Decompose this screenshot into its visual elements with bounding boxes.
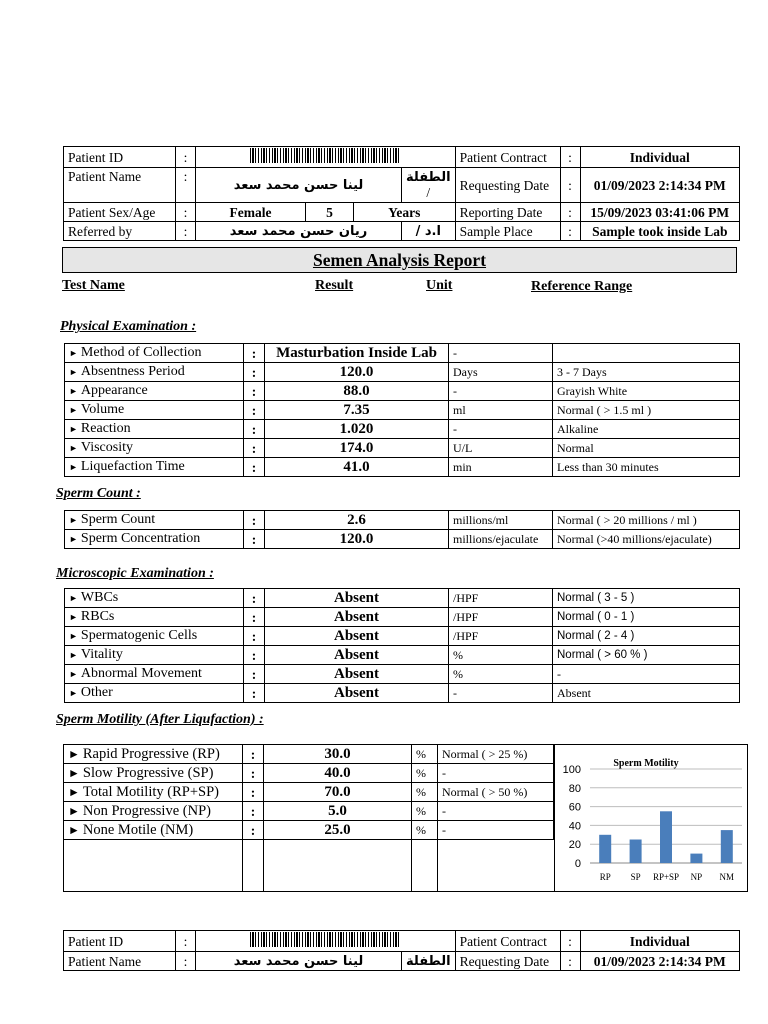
motility-chart (554, 746, 747, 886)
y-tick-label: 100 (562, 764, 581, 776)
test-name-text: Rapid Progressive (RP) (82, 745, 220, 762)
colon: : (560, 222, 580, 241)
colon: : (244, 511, 265, 530)
result-value: 7.35 (265, 401, 449, 420)
requesting-label: Requesting Date (455, 952, 560, 971)
unit-value: min (449, 458, 553, 477)
patient-id-label: Patient ID (64, 147, 176, 168)
test-name (65, 665, 244, 684)
divider (437, 745, 438, 891)
age-unit: Years (354, 203, 456, 222)
motility-rows (64, 745, 554, 840)
test-name-text: Spermatogenic Cells (80, 628, 198, 643)
reference-value (553, 344, 740, 363)
colon: : (244, 589, 265, 608)
unit-value: - (449, 684, 553, 703)
test-name (64, 821, 243, 840)
colon: : (244, 627, 265, 646)
test-name-text: Other (80, 685, 113, 700)
colon: : (176, 952, 196, 971)
microscopic-rows (65, 589, 740, 703)
table-row (65, 363, 740, 382)
microscopic-table (64, 588, 740, 703)
bar-np (690, 854, 702, 863)
reference-value: Normal ( 3 - 5 ) (553, 589, 740, 608)
arrow-icon: ► (68, 765, 80, 780)
colon: : (244, 646, 265, 665)
result-value: Absent (265, 665, 449, 684)
table-row (65, 646, 740, 665)
bar-rp-sp (660, 811, 672, 863)
table-row (64, 821, 554, 840)
test-name-text: Sperm Concentration (80, 531, 201, 546)
sperm-count-title: Sperm Count : (56, 486, 141, 501)
age-value: 5 (306, 203, 354, 222)
barcode-icon (250, 932, 400, 947)
test-name (65, 363, 244, 382)
test-name (64, 783, 243, 802)
reference-value: 3 - 7 Days (553, 363, 740, 382)
test-name (64, 764, 243, 783)
divider (411, 745, 412, 891)
colon: : (244, 420, 265, 439)
unit-value: % (412, 802, 438, 821)
reporting-label: Reporting Date (455, 203, 560, 222)
reference-value: Normal ( > 50 %) (438, 783, 554, 802)
colon: : (244, 458, 265, 477)
test-name-text: Method of Collection (80, 345, 202, 360)
patient-name-value: لينا حسن محمد سعد (196, 952, 402, 971)
patient-id-label: Patient ID (64, 931, 176, 952)
test-name (65, 646, 244, 665)
patient-header (63, 146, 740, 241)
x-tick-label: NM (719, 872, 735, 882)
result-value: 25.0 (264, 821, 412, 840)
report-title: Semen Analysis Report (62, 247, 737, 273)
arrow-icon: ► (68, 746, 80, 761)
sample-place: Sample took inside Lab (580, 222, 739, 241)
result-value: 5.0 (264, 802, 412, 821)
physical-title: Physical Examination : (60, 319, 197, 334)
arrow-icon: ► (69, 405, 78, 415)
unit-value: - (449, 420, 553, 439)
result-value: 41.0 (265, 458, 449, 477)
reporting-date: 15/09/2023 03:41:06 PM (580, 203, 739, 222)
colon: : (243, 802, 264, 821)
result-value: Absent (265, 646, 449, 665)
unit-value: % (449, 665, 553, 684)
unit-value: millions/ml (449, 511, 553, 530)
test-name (65, 344, 244, 363)
arrow-icon: ► (69, 348, 78, 358)
table-row (64, 745, 554, 764)
arrow-icon: ► (68, 803, 80, 818)
microscopic-title: Microscopic Examination : (56, 566, 214, 581)
colon: : (244, 344, 265, 363)
arrow-icon: ► (69, 669, 78, 679)
unit-value: /HPF (449, 589, 553, 608)
colon: : (560, 931, 580, 952)
arrow-icon: ► (69, 462, 78, 472)
unit-value: U/L (449, 439, 553, 458)
reference-value: Normal ( > 20 millions / ml ) (553, 511, 740, 530)
arrow-icon: ► (69, 688, 78, 698)
colon: : (176, 147, 196, 168)
col-unit: Unit (426, 278, 453, 293)
result-value: 70.0 (264, 783, 412, 802)
colon: : (244, 363, 265, 382)
test-name (65, 420, 244, 439)
reference-value: Less than 30 minutes (553, 458, 740, 477)
doctor-prefix: ا.د / (402, 222, 456, 241)
table-row (64, 802, 554, 821)
table-row (65, 382, 740, 401)
arrow-icon: ► (69, 593, 78, 603)
test-name-text: Volume (80, 402, 125, 417)
result-value: Absent (265, 589, 449, 608)
result-value: 30.0 (264, 745, 412, 764)
reference-value: Normal ( 0 - 1 ) (553, 608, 740, 627)
result-value: 40.0 (264, 764, 412, 783)
table-row (65, 439, 740, 458)
arrow-icon: ► (69, 631, 78, 641)
patient-name-label: Patient Name (64, 952, 176, 971)
sex-age-label: Patient Sex/Age (64, 203, 176, 222)
unit-value: /HPF (449, 627, 553, 646)
x-tick-label: RP+SP (652, 872, 680, 882)
test-name-text: Liquefaction Time (80, 459, 185, 474)
test-name-text: WBCs (80, 590, 119, 605)
unit-value: /HPF (449, 608, 553, 627)
test-name (65, 458, 244, 477)
colon: : (244, 530, 265, 549)
unit-value: millions/ejaculate (449, 530, 553, 549)
reference-value: Normal (>40 millions/ejaculate) (553, 530, 740, 549)
test-name-text: Non Progressive (NP) (82, 802, 211, 819)
child-label: الطفلة (402, 952, 456, 971)
x-tick-label: SP (630, 872, 641, 882)
slash: / (426, 185, 431, 200)
arrow-icon: ► (69, 367, 78, 377)
divider (242, 745, 243, 891)
reference-value: - (438, 802, 554, 821)
table-row (65, 511, 740, 530)
referred-label: Referred by (64, 222, 176, 241)
arrow-icon: ► (69, 515, 78, 525)
test-name (65, 608, 244, 627)
colon: : (176, 931, 196, 952)
contract-label: Patient Contract (455, 931, 560, 952)
colon: : (243, 821, 264, 840)
result-value: Masturbation Inside Lab (265, 344, 449, 363)
table-row (65, 344, 740, 363)
col-test-name: Test Name (62, 278, 125, 293)
table-row (65, 530, 740, 549)
requesting-label: Requesting Date (455, 168, 560, 203)
unit-value: - (449, 382, 553, 401)
test-name (65, 401, 244, 420)
reference-value: Normal ( > 1.5 ml ) (553, 401, 740, 420)
col-reference: Reference Range (531, 279, 633, 294)
arrow-icon: ► (69, 612, 78, 622)
x-tick-label: RP (599, 872, 611, 882)
test-name-text: Abnormal Movement (80, 666, 202, 681)
test-name (64, 745, 243, 764)
colon: : (244, 608, 265, 627)
result-value: Absent (265, 684, 449, 703)
table-row (65, 627, 740, 646)
unit-value: % (412, 783, 438, 802)
y-tick-label: 40 (568, 820, 581, 833)
unit-value: ml (449, 401, 553, 420)
result-value: 120.0 (265, 363, 449, 382)
test-name (65, 530, 244, 549)
reference-value: - (438, 764, 554, 783)
result-value: Absent (265, 608, 449, 627)
table-row (65, 608, 740, 627)
child-label-cell (402, 168, 456, 203)
test-name-text: Total Motility (RP+SP) (82, 783, 219, 800)
reference-value: - (553, 665, 740, 684)
physical-table (64, 343, 740, 477)
col-result: Result (315, 278, 354, 293)
colon: : (560, 952, 580, 971)
arrow-icon: ► (68, 784, 80, 799)
sperm-count-rows (65, 511, 740, 549)
contract-value: Individual (580, 931, 739, 952)
reference-value: Grayish White (553, 382, 740, 401)
patient-id-barcode (196, 147, 456, 168)
patient-name-value: لينا حسن محمد سعد (196, 168, 402, 203)
colon: : (244, 382, 265, 401)
arrow-icon: ► (69, 650, 78, 660)
arrow-icon: ► (69, 534, 78, 544)
test-name (65, 684, 244, 703)
motility-table (63, 744, 554, 840)
divider (263, 745, 264, 891)
physical-rows (65, 344, 740, 477)
reference-value: Absent (553, 684, 740, 703)
table-row (65, 684, 740, 703)
result-value: 120.0 (265, 530, 449, 549)
test-name (65, 439, 244, 458)
test-name-text: Appearance (80, 383, 148, 398)
arrow-icon: ► (69, 443, 78, 453)
sperm-count-table (64, 510, 740, 549)
table-row (65, 420, 740, 439)
colon: : (176, 222, 196, 241)
child-label: الطفلة (406, 170, 451, 185)
table-row (64, 783, 554, 802)
arrow-icon: ► (68, 822, 80, 837)
test-name (65, 511, 244, 530)
table-row (65, 401, 740, 420)
barcode-icon (250, 148, 400, 163)
test-name-text: Slow Progressive (SP) (82, 764, 214, 781)
test-name (64, 802, 243, 821)
colon: : (244, 684, 265, 703)
y-tick-label: 80 (568, 782, 581, 795)
table-row (64, 764, 554, 783)
test-name (65, 627, 244, 646)
colon: : (560, 147, 580, 168)
result-value: 174.0 (265, 439, 449, 458)
reference-value: Normal ( > 60 % ) (553, 646, 740, 665)
table-row (65, 665, 740, 684)
test-name-text: Absentness Period (80, 364, 185, 379)
test-name-text: Viscosity (80, 440, 133, 455)
patient-id-barcode (196, 931, 456, 952)
result-value: 1.020 (265, 420, 449, 439)
test-name (65, 382, 244, 401)
reference-value: - (438, 821, 554, 840)
reference-value: Normal (553, 439, 740, 458)
colon: : (244, 439, 265, 458)
reference-value: Alkaline (553, 420, 740, 439)
unit-value: - (449, 344, 553, 363)
sex-value: Female (196, 203, 306, 222)
colon: : (176, 203, 196, 222)
colon: : (243, 764, 264, 783)
place-label: Sample Place (455, 222, 560, 241)
unit-value: Days (449, 363, 553, 382)
unit-value: % (412, 745, 438, 764)
table-row (65, 589, 740, 608)
result-value: 88.0 (265, 382, 449, 401)
bar-rp (599, 835, 611, 863)
referred-name: ريان حسن محمد سعد (196, 222, 402, 241)
test-name-text: Reaction (80, 421, 131, 436)
unit-value: % (412, 764, 438, 783)
motility-title: Sperm Motility (After Liqufaction) : (56, 712, 264, 727)
unit-value: % (412, 821, 438, 840)
test-name-text: None Motile (NM) (82, 821, 194, 838)
chart-title: Sperm Motility (613, 758, 679, 769)
colon: : (560, 168, 580, 203)
y-tick-label: 20 (568, 839, 581, 852)
colon: : (244, 665, 265, 684)
colon: : (176, 168, 196, 203)
patient-name-label: Patient Name (64, 168, 176, 203)
bar-sp (630, 840, 642, 864)
y-tick-label: 60 (568, 801, 581, 814)
result-value: 2.6 (265, 511, 449, 530)
x-tick-label: NP (690, 872, 703, 882)
reference-value: Normal ( 2 - 4 ) (553, 627, 740, 646)
contract-value: Individual (580, 147, 739, 168)
requesting-date: 01/09/2023 2:14:34 PM (580, 952, 739, 971)
test-name-text: Vitality (80, 647, 123, 662)
contract-label: Patient Contract (455, 147, 560, 168)
y-tick-label: 0 (574, 858, 581, 870)
colon: : (560, 203, 580, 222)
arrow-icon: ► (69, 386, 78, 396)
test-name (65, 589, 244, 608)
table-row (65, 458, 740, 477)
test-name-text: Sperm Count (80, 512, 156, 527)
bar-nm (721, 830, 733, 863)
unit-value: % (449, 646, 553, 665)
colon: : (243, 783, 264, 802)
test-name-text: RBCs (80, 609, 115, 624)
patient-header-repeat (63, 930, 740, 971)
requesting-date: 01/09/2023 2:14:34 PM (580, 168, 739, 203)
colon: : (243, 745, 264, 764)
result-value: Absent (265, 627, 449, 646)
arrow-icon: ► (69, 424, 78, 434)
colon: : (244, 401, 265, 420)
reference-value: Normal ( > 25 %) (438, 745, 554, 764)
